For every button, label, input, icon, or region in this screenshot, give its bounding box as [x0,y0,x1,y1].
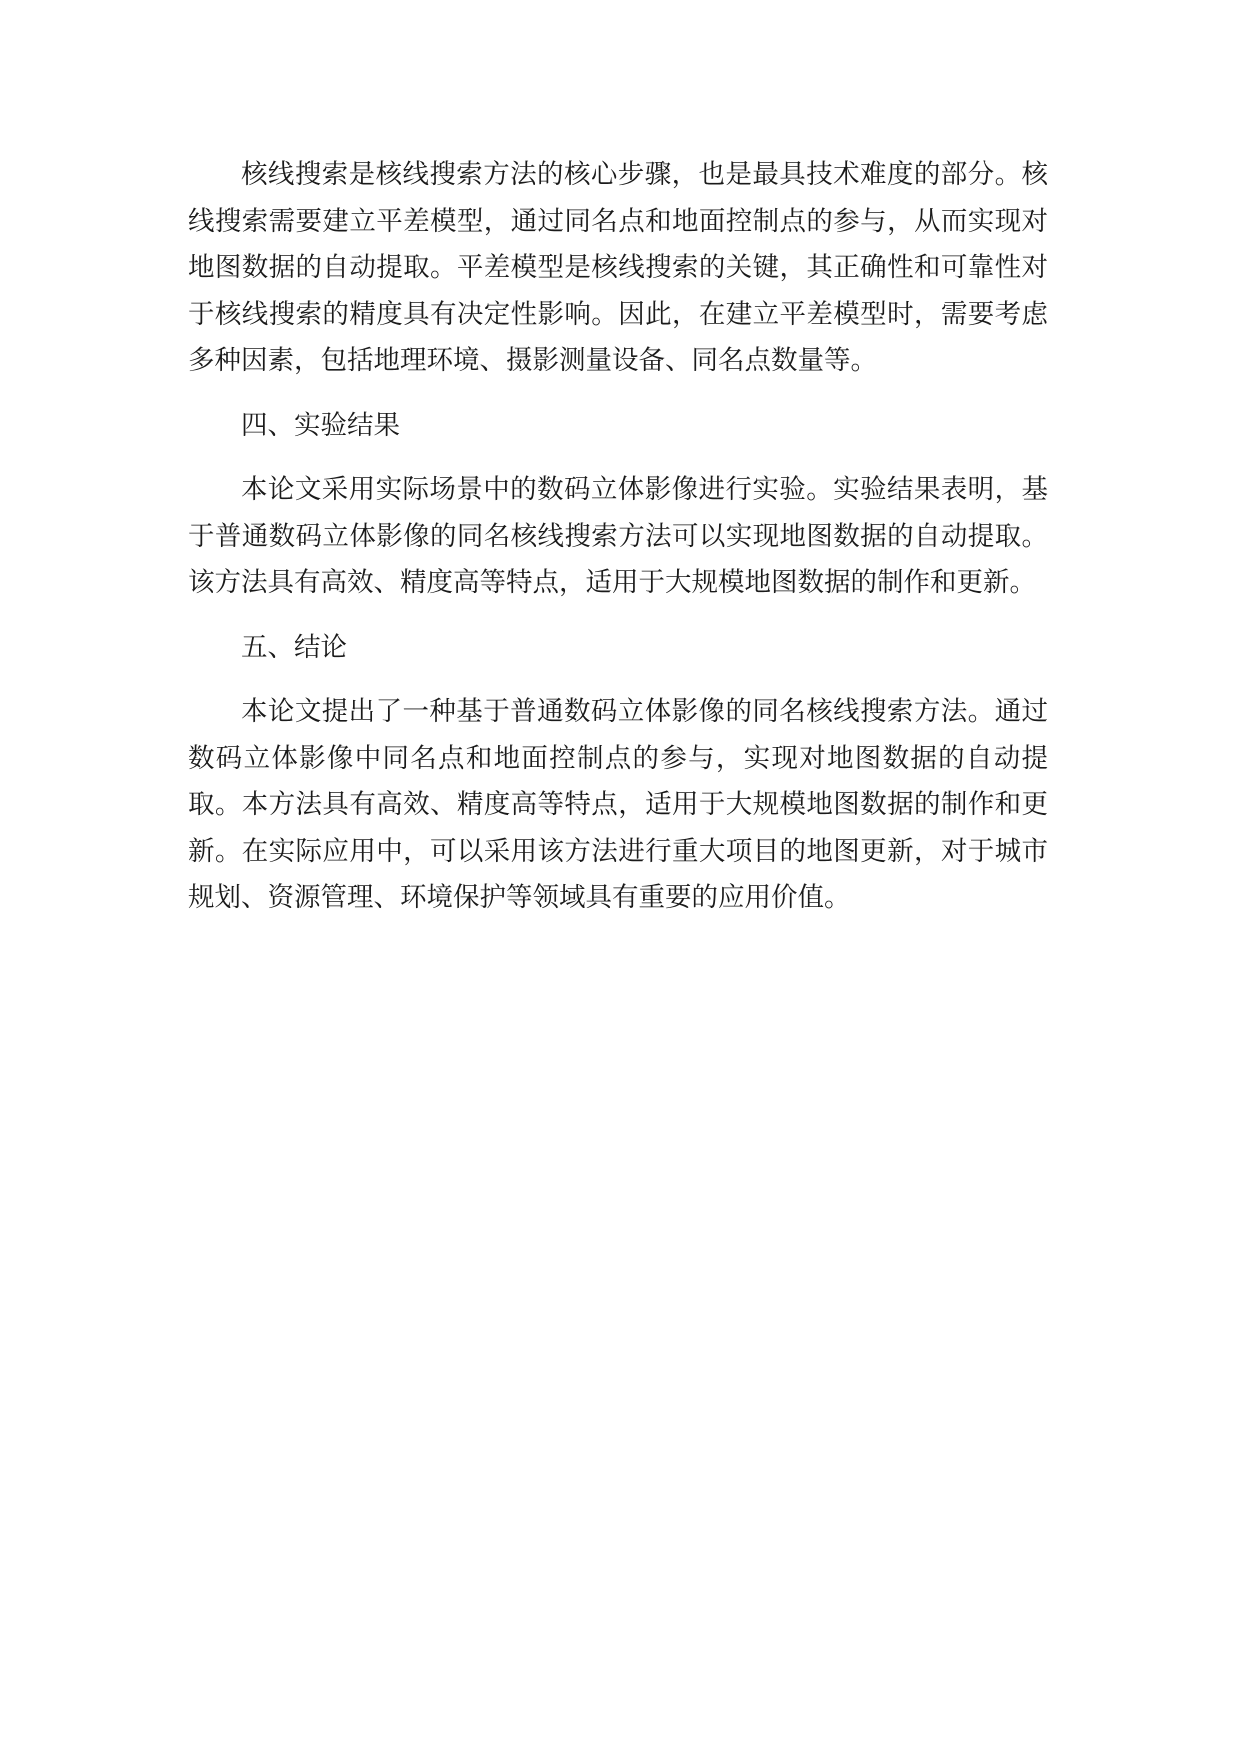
paragraph-conclusion: 本论文提出了一种基于普通数码立体影像的同名核线搜索方法。通过数码立体影像中同名点和地面控制点的参与，实现对地图数据的自动提取。本方法具有高效、精度高等特点，适用于大规模地图数据的制作和更新。在实际应用中，可以采用该方法进行重大项目的地图更新，对于城市规划、资源管理、环境保护等领域具有重要的应用价值。 [188,696,1048,913]
paragraph-epipolar-search: 核线搜索是核线搜索方法的核心步骤，也是最具技术难度的部分。核线搜索需要建立平差模型，通过同名点和地面控制点的参与，从而实现对地图数据的自动提取。平差模型是核线搜索的关键，其正确性和可靠性对于核线搜索的精度具有决定性影响。因此，在建立平差模型时，需要考虑多种因素，包括地理环境、摄影测量设备、同名点数量等。 [188,159,1048,376]
section-heading-conclusion: 五、结论 [241,631,347,663]
paragraph-experiment-results: 本论文采用实际场景中的数码立体影像进行实验。实验结果表明，基于普通数码立体影像的同名核线搜索方法可以实现地图数据的自动提取。该方法具有高效、精度高等特点，适用于大规模地图数据的制作和更新。 [188,474,1048,598]
section-heading-experiment-results: 四、实验结果 [241,409,400,441]
document-body [188,152,1048,940]
